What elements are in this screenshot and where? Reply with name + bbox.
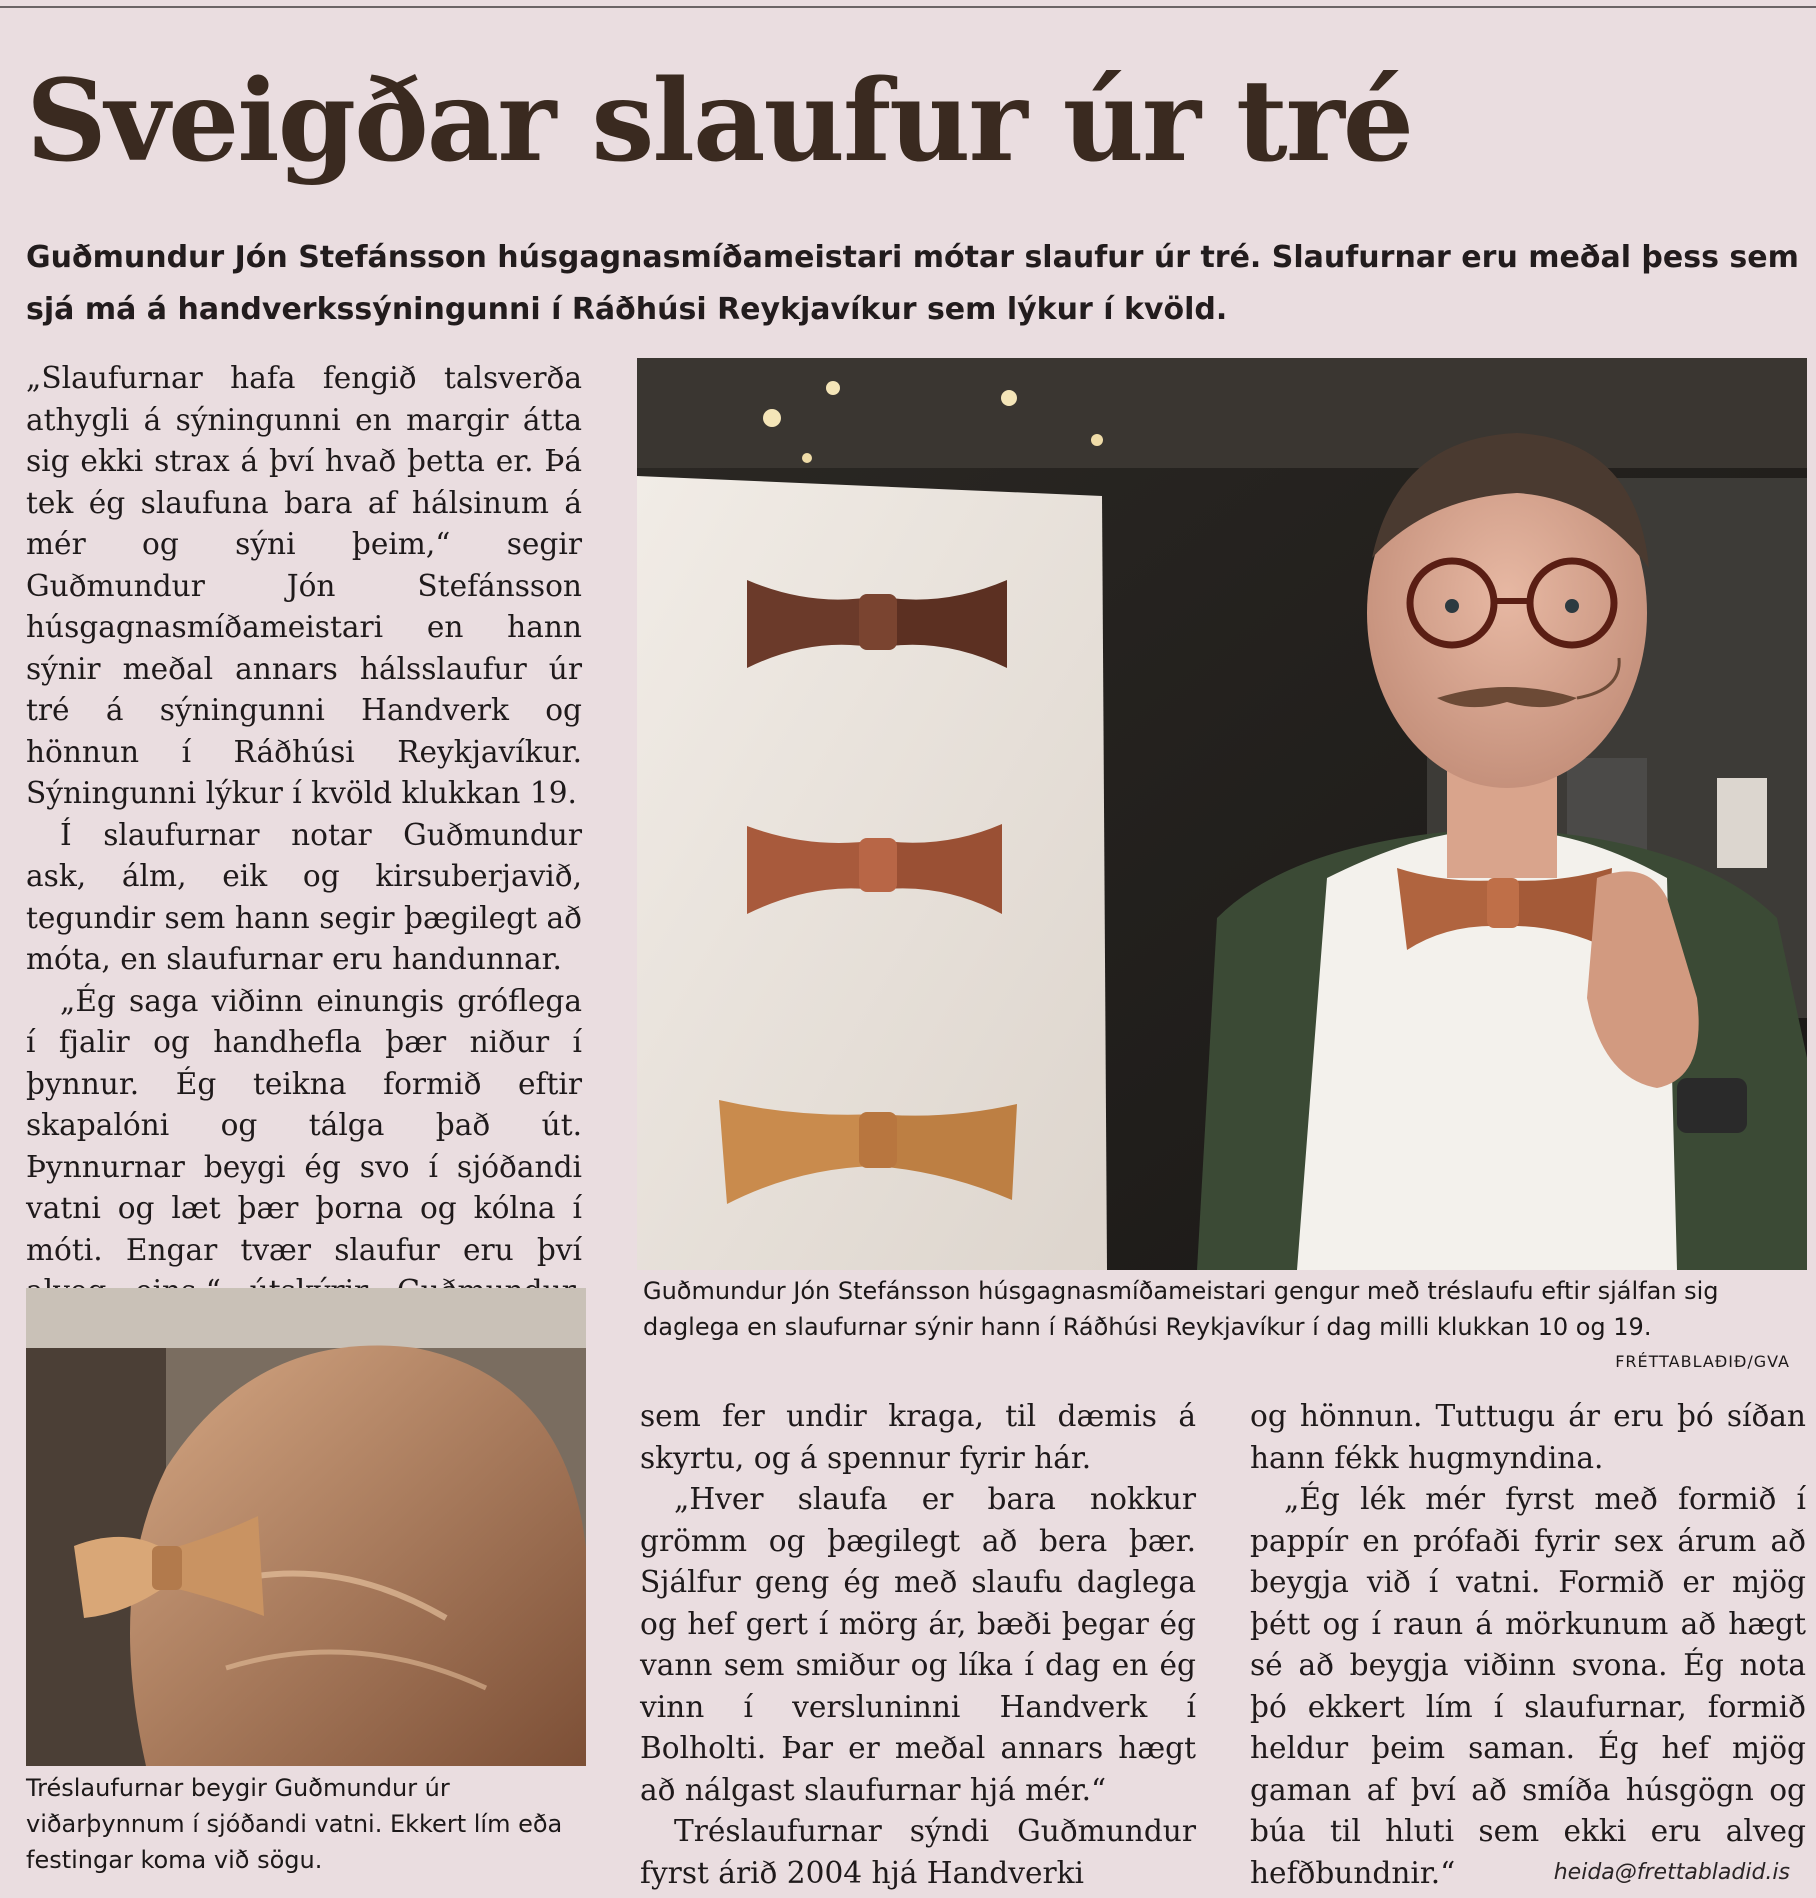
headline: Sveigðar slaufur úr tré	[26, 56, 1412, 187]
body-paragraph: „Ég saga viðinn einungis gróflega í fjalir og handhefla þær niður í þynnur. Ég teikna formið eftir skapalóni og tálga það út. Þynnurnar beygi ég svo í sjóðandi vatni og læt þær þorna og kólna í móti. Engar tvær slaufur eru því	[26, 983, 582, 1267]
lead-paragraph: Guðmundur Jón Stefánsson húsgagnasmíðameistari mótar slaufur úr tré. Slaufurnar eru meðal þess sem sjá má á handverkssýningunni í Ráðhúsi Reykjavíkur sem lýkur í kvöld.	[26, 240, 1799, 327]
body-paragraph: „Ég lék mér fyrst með formið í pappír en prófaði fyrir sex árum að beygja við í vatni. Formið er mjög þétt og í raun á mörkunum að hægt sé að beygja viðinn svona. Ég nota þó ekkert lím í slaufurnar, formið heldur þeim saman. Ég hef mjög gaman af því að smíða húsgögn og búa til hluti sem ekki eru alveg hefðbundnir.“	[1250, 1482, 1806, 1890]
article-column-1	[26, 358, 582, 1396]
body-paragraph: Tréslaufurnar sýndi Guðmundur fyrst árið 2004 hjá Handverki	[640, 1814, 1196, 1890]
photo-credit: FRÉTTABLAÐIÐ/GVA	[1615, 1352, 1790, 1371]
small-photo-caption: Tréslaufurnar beygir Guðmundur úr viðarþynnum í sjóðandi vatni. Ekkert lím eða festingar koma við sögu.	[26, 1774, 563, 1874]
small-photo	[26, 1288, 586, 1766]
body-paragraph: „Slaufurnar hafa fengið talsverða athygli á sýningunni en margir átta sig ekki strax á því hvað þetta er. Þá tek ég slaufuna bara af hálsinum á mér og sýni þeim,“ segir Guðmundur Jón Stefánsson húsgagnasmíðameistari en hann sýnir meðal annars hálsslaufur úr tré á sýningunni Handverk og hönnun í Ráðhúsi Reykjavíkur. Sýningunni lýkur í kvöld klukkan 19.	[26, 361, 582, 810]
body-paragraph: „Hver slaufa er bara nokkur grömm og þægilegt að bera þær. Sjálfur geng ég með slaufu daglega og hef gert í mörg ár, bæði þegar ég vann sem smiður og líka í dag en ég vinn í versluninni Handverk í Bolholti. Þar er meðal annars hægt að nálgast slaufurnar hjá mér.“	[640, 1482, 1196, 1807]
article-column-2	[640, 1396, 1196, 1894]
main-photo	[637, 358, 1807, 1270]
main-photo-caption: Guðmundur Jón Stefánsson húsgagnasmíðameistari gengur með tréslaufu eftir sjálfan sig daglega en slaufurnar sýnir hann í Ráðhúsi Reykjavíkur í dag milli klukkan 10 og 19.	[643, 1277, 1719, 1341]
byline-email: heida@frettabladid.is	[1553, 1860, 1790, 1885]
body-paragraph: Í slaufurnar notar Guðmundur ask, álm, eik og kirsuberjavið, tegundir sem hann segir þægilegt að móta, en slaufurnar eru handunnar.	[26, 817, 582, 976]
article-column-3	[1250, 1396, 1806, 1894]
body-paragraph: sem fer undir kraga, til dæmis á skyrtu, og á spennur fyrir hár.	[640, 1399, 1196, 1475]
body-paragraph: og hönnun. Tuttugu ár eru þó síðan hann fékk hugmyndina.	[1250, 1399, 1806, 1475]
top-rule	[0, 6, 1816, 8]
